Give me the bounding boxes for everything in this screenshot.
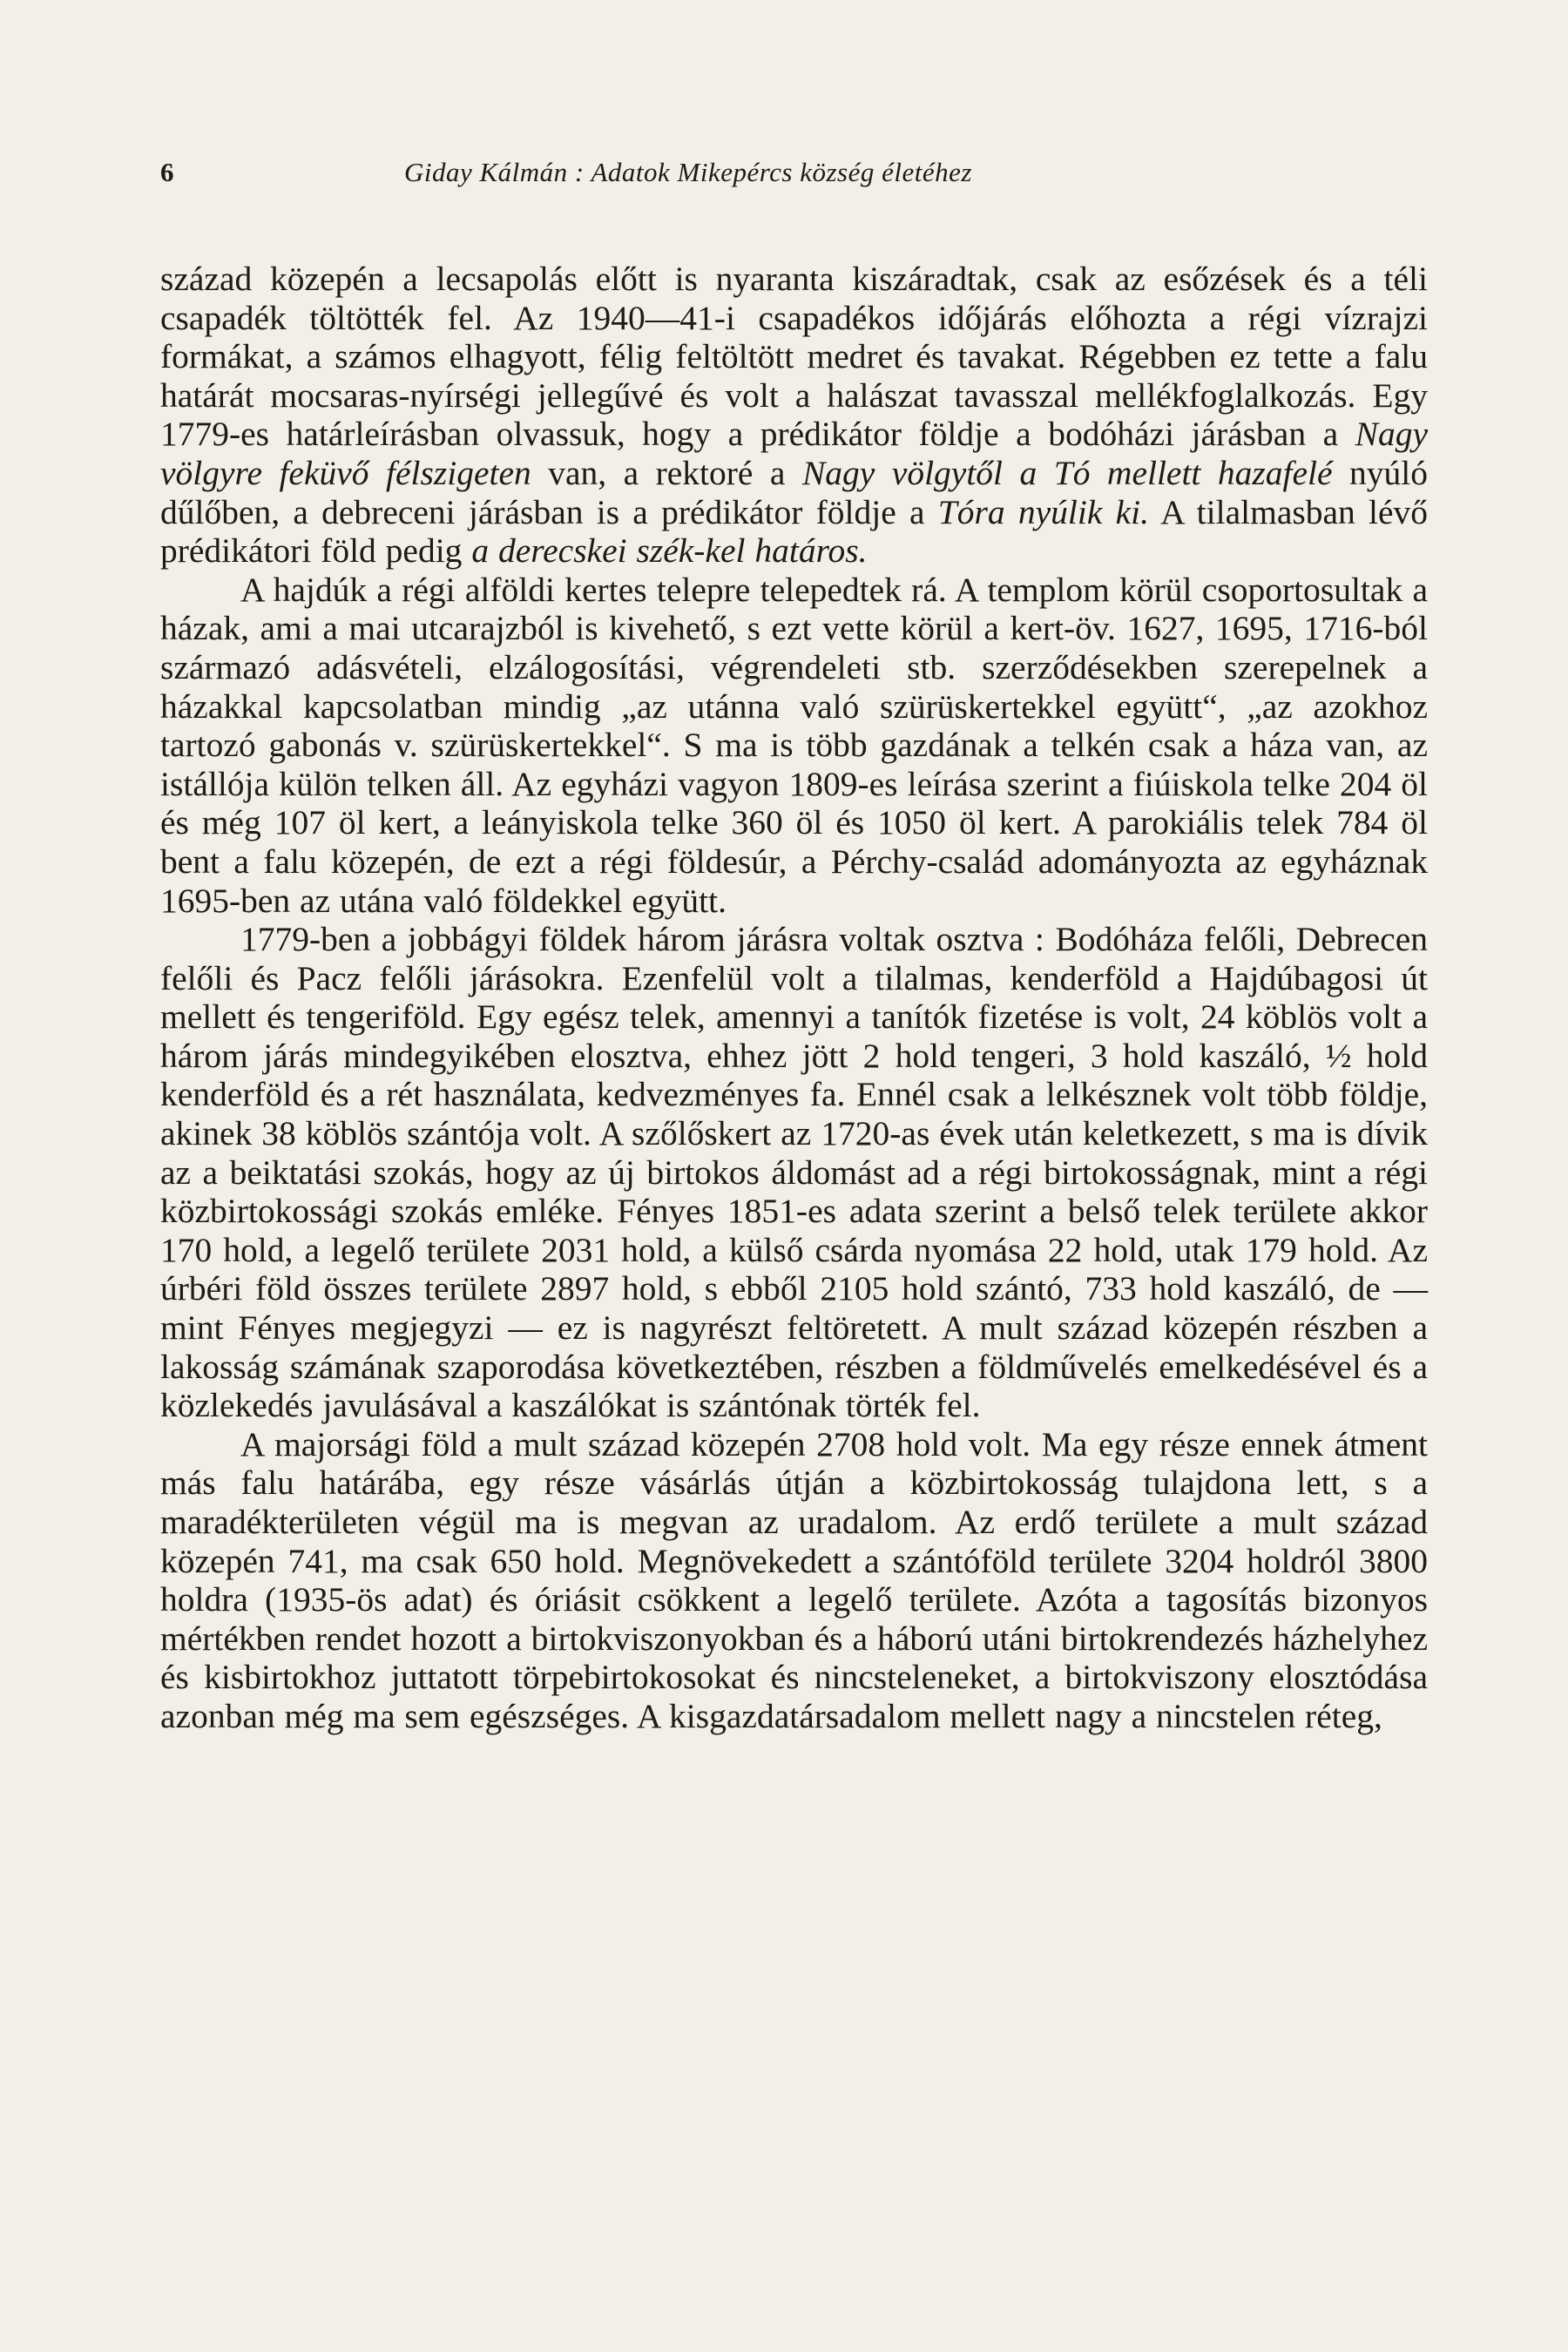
italic-place-name: Nagy völgyre feküvő félszigeten — [160, 415, 1428, 492]
text-segment: 1779-ben a jobbágyi földek három járásra voltak osztva : Bodóháza felőli, Debrecen felőli és Pacz felőli járásokra. Ezenfelül volt a tilalmas, kenderföld a Hajdúbagosi út mellett és tengeriföld. Egy egész telek, amennyi a tanítók fizetése is volt, 24 köblös volt a három járás mindegyikében elosztva, ehhez jött 2 hold tengeri, 3 hold kaszáló, ½ hold kenderföld és a rét használata, kedvezményes fa. Ennél csak a lelkésznek volt több földje, akinek 38 köblös szántója volt. A szőlőskert az 1720-as évek után keletkezett, s ma is dívik az a beiktatási szokás, hogy az új birtokos áldomást ad a régi birtokosságnak, mint a régi közbirtokossági szokás emléke. Fényes 1851-es adata szerint a belső telek területe akkor 170 hold, a legelő területe 2031 hold, a külső csárda nyomása 22 hold, utak 179 hold. Az úrbéri föld összes területe 2897 hold, s ebből 2105 hold szántó, 733 hold kaszáló, de — mint Fényes megjegyzi — ez is nagyrészt feltöretett. A mult század közepén részben a lakosság számának szaporodása következtében, részben a földművelés emelkedésével és a közlekedés javulásával a kaszálókat is szántónak törték fel. — [160, 920, 1428, 1425]
text-segment: van, a rektoré a — [531, 453, 802, 492]
italic-place-name: a derecskei szék-kel határos. — [471, 531, 868, 571]
paragraph-4 — [160, 1425, 1428, 1736]
italic-place-name: Tóra nyúlik ki. — [937, 492, 1150, 531]
text-segment: század közepén a lecsapolás előtt is nyaranta kiszáradtak, csak az esőzések és a téli csapadék töltötték fel. Az 1940—41-i csapadékos időjárás előhozta a régi vízrajzi formákat, a számos elhagyott, félig feltöltött medret és tavakat. Régebben ez tette a falu határát mocsaras-nyírségi jellegűvé és volt a halászat tavasszal mellékfoglalkozás. Egy 1779-es határleírásban olvassuk, hogy a prédikátor földje a bodóházi járásban a — [160, 260, 1428, 454]
paragraph-3 — [160, 920, 1428, 1425]
page-number: 6 — [160, 157, 174, 187]
paragraph-2 — [160, 571, 1428, 920]
text-segment: A tilalmasban lévő prédikátori föld pedig — [160, 492, 1428, 571]
page-header — [160, 157, 1419, 199]
text-segment: nyúló dűlőben, a debreceni járásban is a prédikátor földje a — [160, 453, 1428, 531]
text-segment: A hajdúk a régi alföldi kertes telepre telepedtek rá. A templom körül csoportosultak a házak, ami a mai utcarajzból is kivehető, s ezt vette körül a kert-öv. 1627, 1695, 1716-ból származó adásvételi, elzálogosítási, végrendeleti stb. szerződésekben szerepelnek a házakkal kapcsolatban mindig „az utánna való szürüskertekkel együtt“, „az azokhoz tartozó gabonás v. szürüskertekkel“. S ma is több gazdának a telkén csak a háza van, az istállója külön telken áll. Az egyházi vagyon 1809-es leírása szerint a fiúiskola telke 204 öl és még 107 öl kert, a leányiskola telke 360 öl és 1050 öl kert. A parokiális telek 784 öl bent a falu közepén, de ezt a régi földesúr, a Pérchy-család adományozta az egyháznak 1695-ben az utána való földekkel együtt. — [160, 570, 1428, 920]
running-head: Giday Kálmán : Adatok Mikepércs község életéhez — [404, 157, 972, 187]
italic-place-name: Nagy völgytől a Tó mellett hazafelé — [801, 453, 1333, 492]
body-text — [160, 260, 1428, 2298]
paragraph-1 — [160, 260, 1428, 571]
text-segment: A majorsági föld a mult század közepén 2708 hold volt. Ma egy része ennek átment más falu határába, egy része vásárlás útján a közbirtokosság tulajdona lett, s a maradékterületen végül ma is megvan az uradalom. Az erdő területe a mult század közepén 741, ma csak 650 hold. Megnövekedett a szántóföld területe 3204 holdról 3800 holdra (1935-ös adat) és óriásit csökkent a legelő területe. Azóta a tagosítás bizonyos mértékben rendet hozott a birtokviszonyokban és a háború utáni birtokrendezés házhelyhez és kisbirtokhoz juttatott törpebirtokosokat és nincsteleneket, a birtokviszony elosztódása azonban még ma sem egészséges. A kisgazdatársadalom mellett nagy a nincstelen réteg, — [160, 1424, 1428, 1735]
